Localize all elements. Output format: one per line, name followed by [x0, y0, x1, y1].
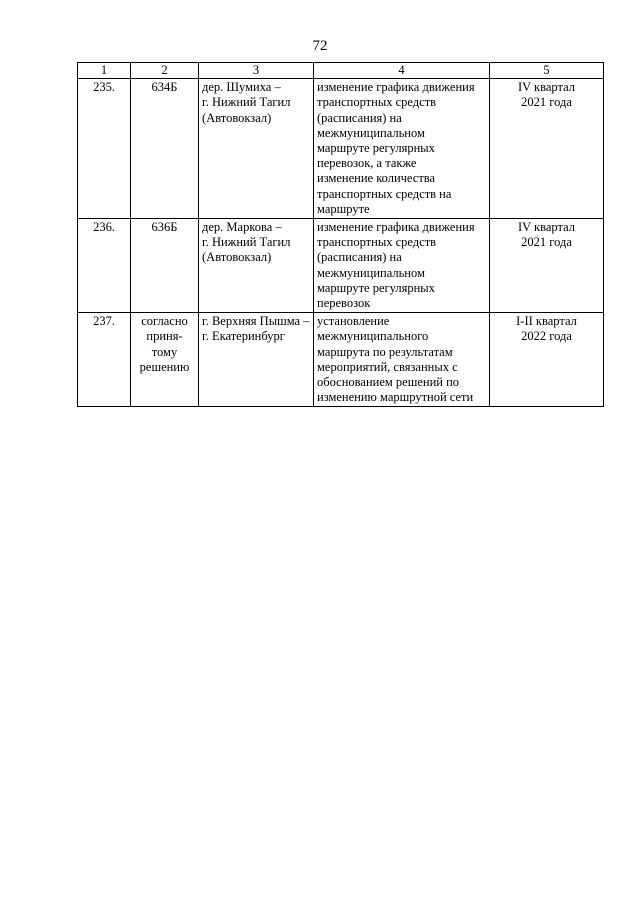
action-description-cell: изменение графика движения транспортных средств (расписания) на межмуниципальном маршруте регулярных перевозок: [314, 219, 490, 313]
column-header-3: 3: [199, 63, 314, 79]
column-header-1: 1: [78, 63, 131, 79]
routes-schedule-table: [77, 62, 604, 407]
column-header-4: 4: [314, 63, 490, 79]
period-cell: I-II квартал 2022 года: [490, 313, 604, 407]
period-cell: IV квартал 2021 года: [490, 219, 604, 313]
row-number-cell: 237.: [78, 313, 131, 407]
action-description-cell: изменение графика движения транспортных средств (расписания) на межмуниципальном маршруте регулярных перевозок, а также изменение количества транспортных средств на маршруте: [314, 79, 490, 219]
row-number-cell: 236.: [78, 219, 131, 313]
table-header-row: [78, 63, 604, 79]
column-header-2: 2: [131, 63, 199, 79]
period-cell: IV квартал 2021 года: [490, 79, 604, 219]
table-row: [78, 219, 604, 313]
route-number-cell: согласно приня- тому решению: [131, 313, 199, 407]
column-header-5: 5: [490, 63, 604, 79]
route-number-cell: 634Б: [131, 79, 199, 219]
route-number-cell: 636Б: [131, 219, 199, 313]
route-path-cell: дер. Шумиха – г. Нижний Тагил (Автовокзал): [199, 79, 314, 219]
page-number: 72: [312, 38, 328, 54]
row-number-cell: 235.: [78, 79, 131, 219]
action-description-cell: установление межмуниципального маршрута по результатам мероприятий, связанных с обоснованием решений по изменению маршрутной сети: [314, 313, 490, 407]
route-path-cell: дер. Маркова – г. Нижний Тагил (Автовокзал): [199, 219, 314, 313]
route-path-cell: г. Верхняя Пышма – г. Екатеринбург: [199, 313, 314, 407]
table-row: [78, 79, 604, 219]
table-row: [78, 313, 604, 407]
